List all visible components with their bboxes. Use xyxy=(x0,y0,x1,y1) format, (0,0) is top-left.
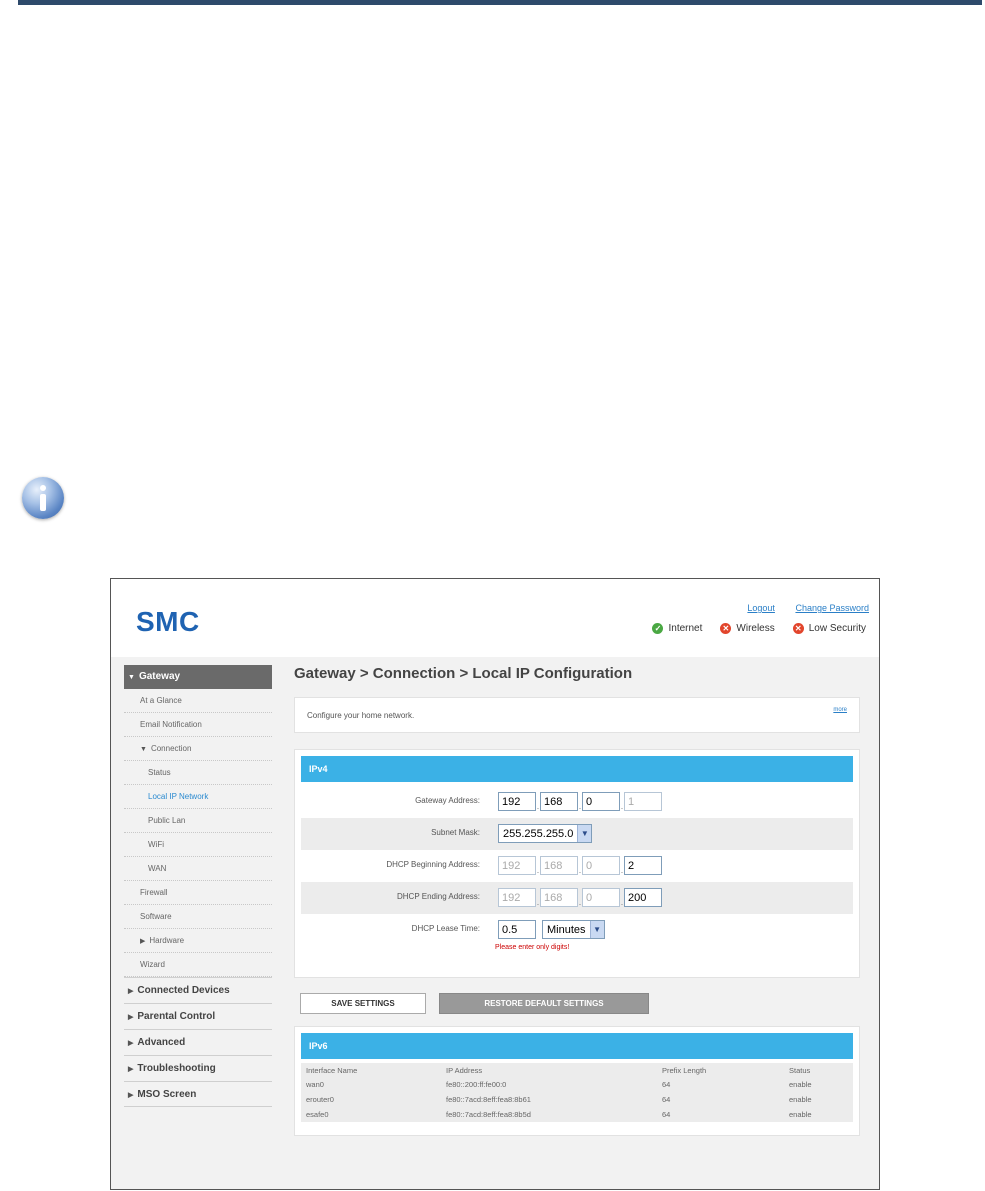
chevron-down-icon: ▼ xyxy=(577,825,591,842)
octet-separator: . xyxy=(536,898,540,907)
status-internet-label: Internet xyxy=(668,623,703,634)
page-title: Gateway > Connection > Local IP Configuration xyxy=(294,665,633,682)
sidebar-item-parental-control[interactable] xyxy=(124,1003,272,1029)
sidebar-item-firewall[interactable]: Firewall xyxy=(124,881,272,905)
status-wireless-label: Wireless xyxy=(736,623,775,634)
sidebar-item-troubleshooting-label: Troubleshooting xyxy=(137,1063,216,1074)
sidebar-item-advanced[interactable] xyxy=(124,1029,272,1055)
ipv6-table xyxy=(301,1063,853,1122)
ip-address-cell: fe80::7acd:8eff:fea8:8b5d xyxy=(446,1110,531,1119)
table-row xyxy=(301,1092,853,1107)
save-settings-button[interactable]: SAVE SETTINGS xyxy=(300,993,426,1014)
sidebar-item-wifi[interactable]: WiFi xyxy=(124,833,272,857)
gateway-octet-4[interactable] xyxy=(624,792,662,811)
octet-separator: . xyxy=(578,898,582,907)
dhcp-end-fields xyxy=(498,888,662,907)
interface-name-cell: wan0 xyxy=(306,1080,324,1089)
change-password-link[interactable]: Change Password xyxy=(795,603,869,613)
sidebar-item-mso-screen-label: MSO Screen xyxy=(137,1089,197,1100)
dhcp-end-label: DHCP Ending Address: xyxy=(396,892,480,901)
info-icon-bar xyxy=(40,494,46,511)
status-cell: enable xyxy=(789,1110,812,1119)
sidebar-item-gateway-label: Gateway xyxy=(138,671,181,682)
caret-right-icon: ▶ xyxy=(128,988,134,995)
ipv4-panel xyxy=(294,749,860,978)
ipv4-heading: IPv4 xyxy=(301,756,853,782)
dhcp-end-octet-2 xyxy=(540,888,578,907)
sidebar-item-at-a-glance[interactable]: At a Glance xyxy=(124,689,272,713)
document-top-rule xyxy=(18,0,982,5)
info-icon xyxy=(22,477,64,519)
error-icon: ✕ xyxy=(793,623,804,634)
interface-name-cell: esafe0 xyxy=(306,1110,329,1119)
sidebar-item-connection-label: Connection xyxy=(150,744,192,753)
sidebar-nav xyxy=(124,665,272,1107)
dhcp-begin-octet-3 xyxy=(582,856,620,875)
sidebar-item-software[interactable]: Software xyxy=(124,905,272,929)
sidebar-item-parental-control-label: Parental Control xyxy=(137,1011,216,1022)
sidebar-item-wan[interactable]: WAN xyxy=(124,857,272,881)
dhcp-end-octet-1 xyxy=(498,888,536,907)
more-link[interactable]: more xyxy=(833,707,847,713)
sidebar-item-advanced-label: Advanced xyxy=(137,1037,186,1048)
table-row xyxy=(301,1107,853,1122)
column-header: IP Address xyxy=(446,1065,483,1075)
gateway-octet-1[interactable] xyxy=(498,792,536,811)
subnet-mask-select[interactable] xyxy=(498,824,592,843)
sidebar-item-troubleshooting[interactable] xyxy=(124,1055,272,1081)
caret-right-icon: ▶ xyxy=(128,1040,134,1047)
octet-separator: . xyxy=(578,866,582,875)
sidebar-item-gateway[interactable] xyxy=(124,665,272,689)
dhcp-end-row xyxy=(301,882,853,914)
octet-separator: . xyxy=(536,802,540,811)
lease-time-label: DHCP Lease Time: xyxy=(411,924,480,933)
status-wireless xyxy=(720,623,774,634)
status-cell: enable xyxy=(789,1095,812,1104)
dhcp-begin-octet-4[interactable] xyxy=(624,856,662,875)
subnet-mask-fields xyxy=(498,824,592,843)
description-text: Configure your home network. xyxy=(307,711,415,720)
status-cell: enable xyxy=(789,1080,812,1089)
description-box xyxy=(294,697,860,733)
gateway-octet-2[interactable] xyxy=(540,792,578,811)
header-links xyxy=(729,603,869,613)
lease-time-fields xyxy=(498,920,605,939)
prefix-length-cell: 64 xyxy=(662,1080,671,1089)
ip-address-cell: fe80::200:ff:fe00:0 xyxy=(446,1080,507,1089)
sidebar-item-email-notification[interactable]: Email Notification xyxy=(124,713,272,737)
interface-name-cell: erouter0 xyxy=(306,1095,334,1104)
octet-separator: . xyxy=(620,802,624,811)
gateway-address-fields xyxy=(498,792,662,811)
prefix-length-cell: 64 xyxy=(662,1110,671,1119)
column-header: Prefix Length xyxy=(662,1065,707,1075)
caret-down-icon: ▼ xyxy=(128,674,135,681)
ipv6-heading: IPv6 xyxy=(301,1033,853,1059)
sidebar-item-hardware-label: Hardware xyxy=(149,936,185,945)
status-security xyxy=(793,623,866,634)
caret-right-icon: ▶ xyxy=(128,1066,134,1073)
dhcp-begin-label: DHCP Beginning Address: xyxy=(386,860,480,869)
gateway-address-row xyxy=(301,786,853,818)
status-internet xyxy=(652,623,702,634)
ipv6-panel xyxy=(294,1026,860,1136)
gateway-octet-3[interactable] xyxy=(582,792,620,811)
prefix-length-cell: 64 xyxy=(662,1095,671,1104)
column-header: Interface Name xyxy=(306,1065,358,1075)
lease-time-input[interactable] xyxy=(498,920,536,939)
main-content xyxy=(294,665,860,1136)
header xyxy=(111,579,879,657)
sidebar-item-connected-devices[interactable] xyxy=(124,977,272,1003)
dhcp-begin-row xyxy=(301,850,853,882)
info-icon-dot xyxy=(40,485,46,491)
sidebar-item-local-ip-network[interactable]: Local IP Network xyxy=(124,785,272,809)
dhcp-begin-fields xyxy=(498,856,662,875)
error-message: Please enter only digits! xyxy=(495,944,570,951)
status-security-label: Low Security xyxy=(808,623,866,634)
restore-defaults-button[interactable]: RESTORE DEFAULT SETTINGS xyxy=(439,993,649,1014)
subnet-mask-value: 255.255.255.0 xyxy=(503,827,574,840)
sidebar-item-connected-devices-label: Connected Devices xyxy=(137,985,230,996)
lease-unit-value: Minutes xyxy=(547,923,586,936)
sidebar-item-mso-screen[interactable] xyxy=(124,1081,272,1107)
status-indicators xyxy=(652,623,866,634)
sidebar-item-connection[interactable] xyxy=(124,737,272,761)
lease-time-row xyxy=(301,914,853,958)
ip-address-cell: fe80::7acd:8eff:fea8:8b61 xyxy=(446,1095,531,1104)
router-ui-screenshot xyxy=(110,578,880,1190)
octet-separator: . xyxy=(620,898,624,907)
error-icon: ✕ xyxy=(720,623,731,634)
dhcp-begin-octet-1 xyxy=(498,856,536,875)
table-row xyxy=(301,1077,853,1092)
gateway-address-label: Gateway Address: xyxy=(415,796,480,805)
sidebar-item-public-lan[interactable]: Public Lan xyxy=(124,809,272,833)
dhcp-begin-octet-2 xyxy=(540,856,578,875)
caret-right-icon: ▶ xyxy=(128,1014,134,1021)
caret-right-icon: ▶ xyxy=(128,1092,134,1099)
smc-logo: SMC xyxy=(136,606,200,637)
dhcp-end-octet-4[interactable] xyxy=(624,888,662,907)
sidebar-item-hardware[interactable] xyxy=(124,929,272,953)
caret-right-icon: ▶ xyxy=(140,938,146,945)
table-header-row xyxy=(301,1063,853,1077)
sidebar-item-wizard[interactable]: Wizard xyxy=(124,953,272,977)
octet-separator: . xyxy=(578,802,582,811)
button-row xyxy=(294,993,860,1015)
octet-separator: . xyxy=(620,866,624,875)
octet-separator: . xyxy=(536,866,540,875)
check-icon: ✓ xyxy=(652,623,663,634)
caret-down-icon: ▼ xyxy=(140,746,147,753)
subnet-mask-label: Subnet Mask: xyxy=(431,828,480,837)
logout-link[interactable]: Logout xyxy=(747,603,775,613)
lease-unit-select[interactable] xyxy=(542,920,605,939)
sidebar-item-status[interactable]: Status xyxy=(124,761,272,785)
chevron-down-icon: ▼ xyxy=(590,921,604,938)
subnet-mask-row xyxy=(301,818,853,850)
dhcp-end-octet-3 xyxy=(582,888,620,907)
column-header: Status xyxy=(789,1065,811,1075)
